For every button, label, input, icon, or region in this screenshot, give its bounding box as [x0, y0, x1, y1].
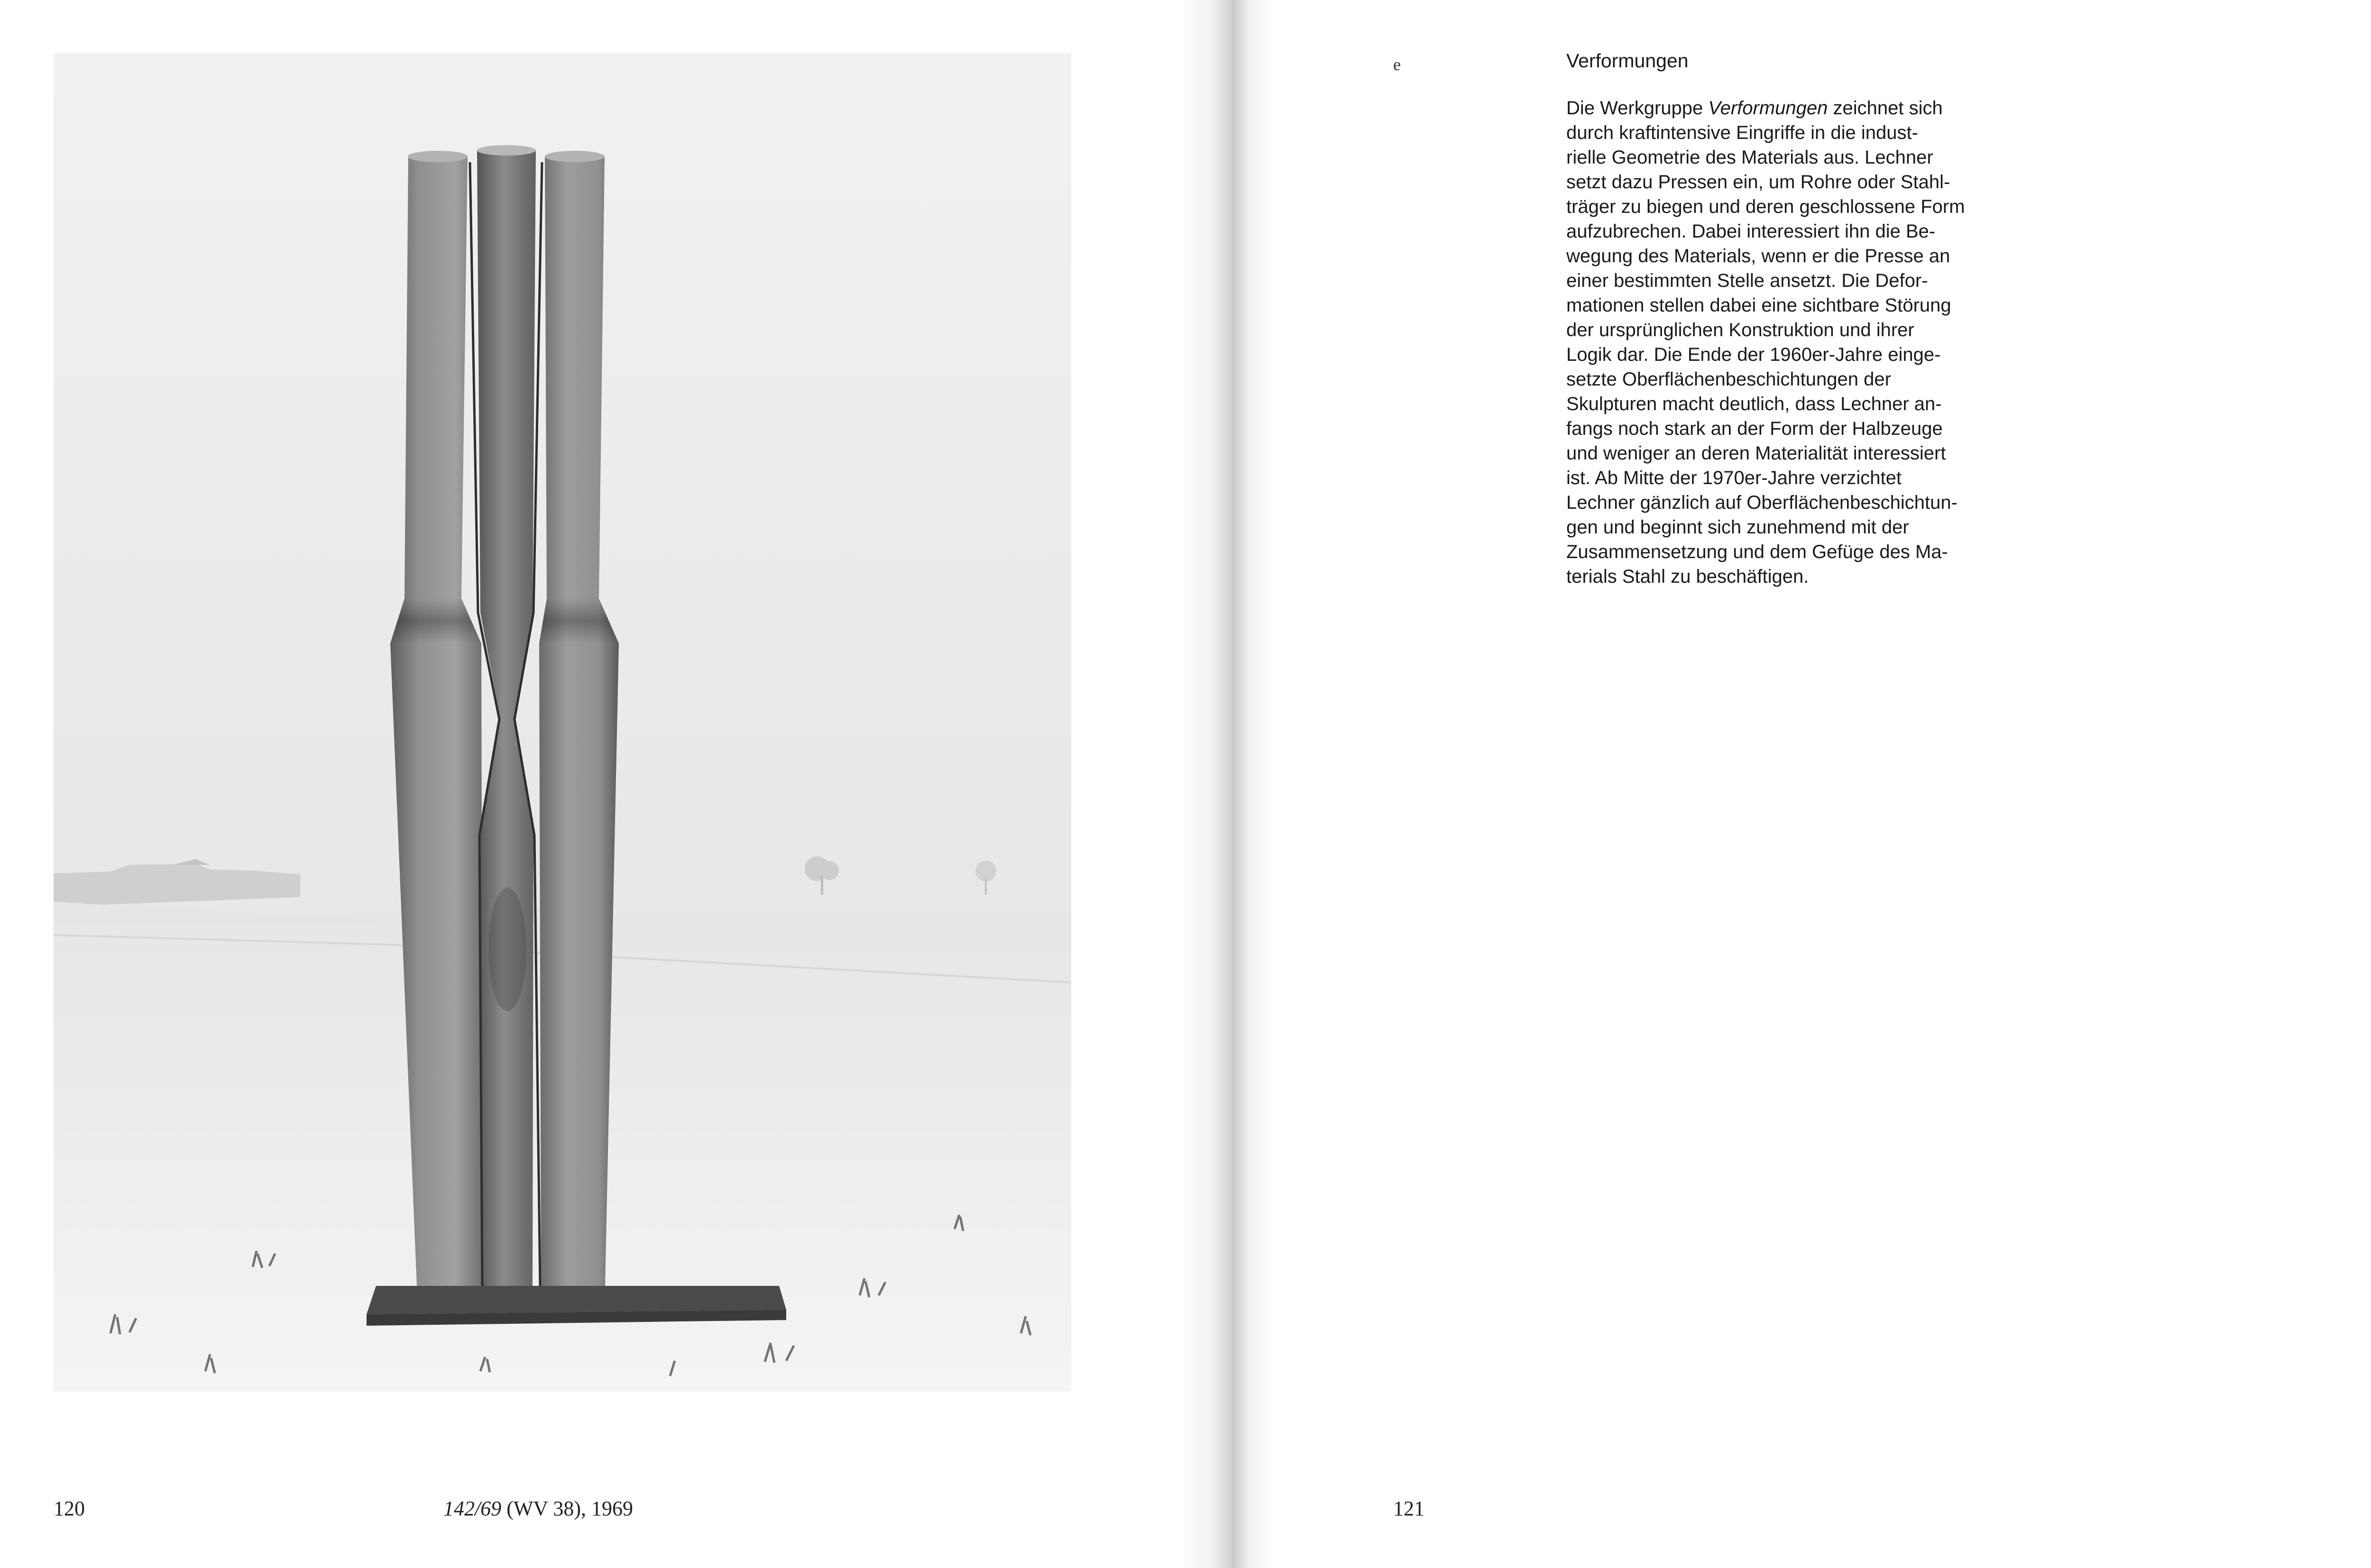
paragraph-line — [1566, 416, 1993, 441]
line-text: fangs noch stark an der Form der Halbzeuge — [1566, 418, 1943, 439]
gutter-shadow-left — [1180, 0, 1232, 1568]
photo-caption — [443, 1495, 633, 1523]
line-text: rielle Geometrie des Materials aus. Lechner — [1566, 147, 1933, 168]
line-text: ist. Ab Mitte der 1970er-Jahre verzichtet — [1566, 468, 1902, 488]
paragraph-line — [1566, 318, 1993, 342]
paragraph-line — [1566, 293, 1993, 318]
line-text: Zusammensetzung und dem Gefüge des Ma- — [1566, 541, 1948, 562]
paragraph-line — [1566, 392, 1993, 416]
italic-term: Verformungen — [1708, 98, 1828, 119]
line-text: Logik dar. Die Ende der 1960er-Jahre einge- — [1566, 344, 1941, 365]
paragraph-line — [1566, 441, 1993, 466]
line-text: zeichnet sich — [1828, 98, 1943, 119]
section-marker: e — [1393, 55, 1401, 74]
line-text: aufzubrechen. Dabei interessiert ihn die Be- — [1566, 221, 1936, 242]
line-text: einer bestimmten Stelle ansetzt. Die Defor- — [1566, 270, 1928, 291]
page-number-right: 121 — [1393, 1497, 1424, 1520]
line-text: durch kraftintensive Eingriffe in die indust- — [1566, 122, 1918, 143]
line-text: der ursprünglichen Konstruktion und ihrer — [1566, 320, 1914, 340]
section-heading: Verformungen — [1566, 50, 1689, 72]
line-text: gen und beginnt sich zunehmend mit der — [1566, 517, 1909, 538]
caption-details: (WV 38), 1969 — [501, 1497, 634, 1520]
paragraph-line — [1566, 564, 1993, 589]
paragraph-line — [1566, 194, 1993, 219]
paragraph-line — [1566, 120, 1993, 145]
line-text: setzte Oberflächenbeschichtungen der — [1566, 369, 1891, 390]
line-text: setzt dazu Pressen ein, um Rohre oder Stahl- — [1566, 172, 1950, 193]
paragraph-line — [1566, 367, 1993, 392]
paragraph-line — [1566, 490, 1993, 515]
paragraph-line — [1566, 145, 1993, 170]
paragraph-line — [1566, 515, 1993, 540]
paragraph-line — [1566, 219, 1993, 244]
paragraph-line — [1566, 268, 1993, 293]
paragraph-line — [1566, 540, 1993, 564]
line-text: träger zu biegen und deren geschlossene Form — [1566, 196, 1965, 217]
line-text: mationen stellen dabei eine sichtbare Störung — [1566, 295, 1951, 316]
line-text: wegung des Materials, wenn er die Presse an — [1566, 246, 1950, 266]
line-text: und weniger an deren Materialität interessiert — [1566, 443, 1946, 464]
page-number-left: 120 — [54, 1497, 85, 1520]
caption-work-title: 142/69 — [443, 1497, 502, 1520]
paragraph-line — [1566, 466, 1993, 490]
sculpture-photograph — [54, 53, 1071, 1392]
line-text: terials Stahl zu beschäftigen. — [1566, 566, 1809, 587]
paragraph-line — [1566, 96, 1993, 120]
gutter-shadow-right — [1232, 0, 1275, 1568]
paragraph-line — [1566, 170, 1993, 194]
body-paragraph — [1566, 96, 1993, 589]
paragraph-line — [1566, 244, 1993, 268]
paragraph-line — [1566, 342, 1993, 367]
line-text: Skulpturen macht deutlich, dass Lechner an- — [1566, 394, 1942, 414]
line-text: Die Werkgruppe — [1566, 98, 1709, 119]
right-page — [1232, 0, 2371, 1568]
line-text: Lechner gänzlich auf Oberflächenbeschichtun- — [1566, 492, 1957, 513]
